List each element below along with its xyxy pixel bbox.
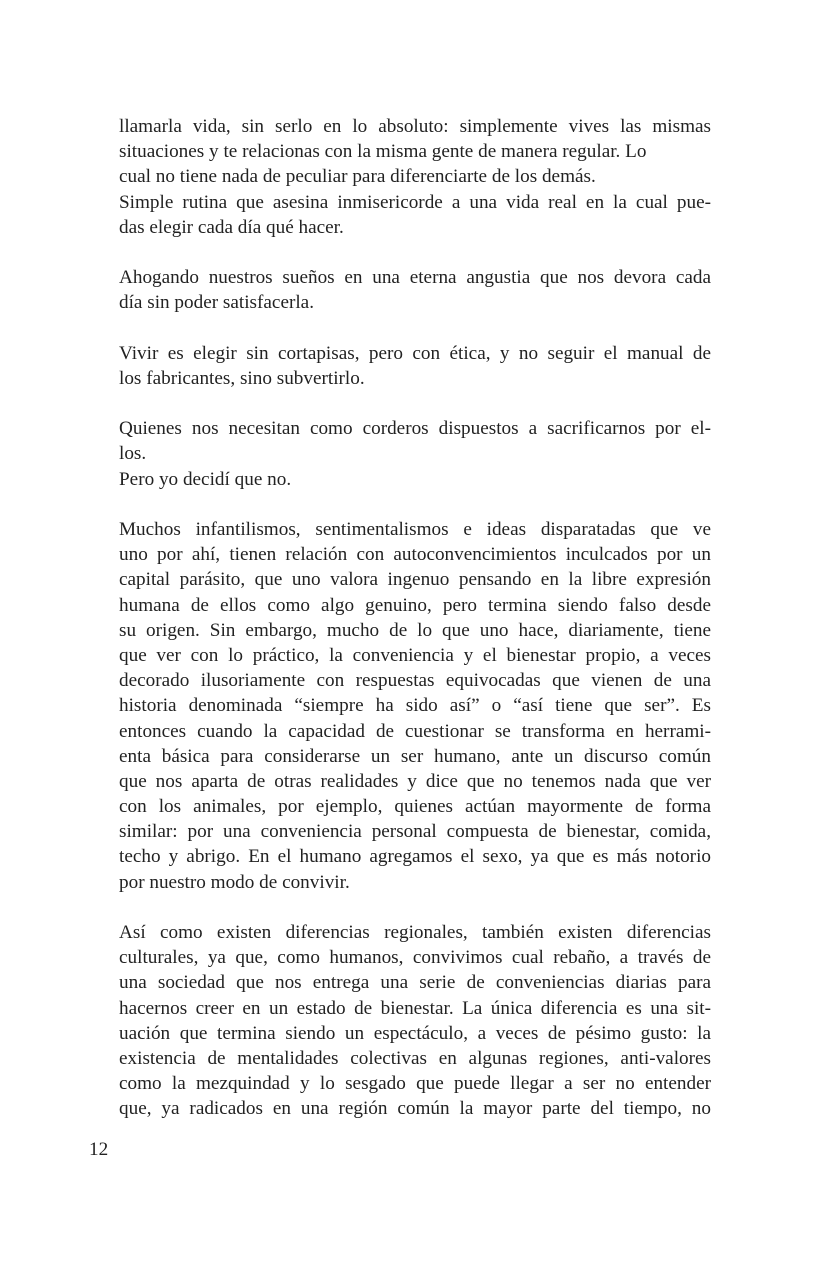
text-line: capital parásito, que uno valora ingenuo pensando en la libre expresión [119, 569, 711, 591]
text-line: similar: por una conveniencia personal compuesta de bienestar, comida, [119, 821, 711, 843]
text-line: día sin poder satisfacerla. [119, 292, 314, 314]
text-line: decorado ilusoriamente con respuestas equivocadas que vienen de una [119, 670, 711, 692]
paragraph [119, 114, 711, 240]
paragraph-spacer [119, 492, 711, 517]
text-line: los fabricantes, sino subvertirlo. [119, 367, 365, 389]
paragraph [119, 517, 711, 895]
text-line: Quienes nos necesitan como corderos dispuestos a sacrificarnos por el- [119, 418, 711, 440]
text-line: llamarla vida, sin serlo en lo absoluto: simplemente vives las mismas [119, 116, 711, 137]
paragraph-spacer [119, 895, 711, 920]
paragraph [119, 341, 711, 391]
text-line: techo y abrigo. En el humano agregamos el sexo, ya que es más notorio [119, 846, 711, 868]
text-line: uno por ahí, tienen relación con autoconvencimientos inculcados por un [119, 544, 711, 566]
paragraph-spacer [119, 316, 711, 341]
text-line: entonces cuando la capacidad de cuestionar se transforma en herrami- [119, 720, 711, 742]
text-line: existencia de mentalidades colectivas en algunas regiones, anti-valores [119, 1047, 711, 1069]
text-line: como la mezquindad y lo sesgado que puede llegar a ser no entender [119, 1073, 711, 1095]
text-line: historia denominada “siempre ha sido así” o “así tiene que ser”. Es [119, 695, 711, 717]
text-line: enta básica para considerarse un ser humano, ante un discurso común [119, 745, 711, 767]
text-line: su origen. Sin embargo, mucho de lo que uno hace, diariamente, tiene [119, 619, 711, 641]
paragraph [119, 416, 711, 492]
text-line: culturales, ya que, como humanos, convivimos cual rebaño, a través de [119, 947, 711, 969]
page-number: 12 [89, 1139, 109, 1160]
body-text [119, 114, 711, 1122]
paragraph-spacer [119, 391, 711, 416]
text-line: los. [119, 443, 147, 465]
text-line: Muchos infantilismos, sentimentalismos e ideas disparatadas que ve [119, 519, 711, 540]
text-line: cual no tiene nada de peculiar para diferenciarte de los demás. [119, 166, 596, 188]
text-line: situaciones y te relacionas con la misma gente de manera regular. Lo [119, 141, 647, 163]
text-line: Ahogando nuestros sueños en una eterna angustia que nos devora cada [119, 267, 711, 289]
text-line: Así como existen diferencias regionales, también existen diferencias [119, 922, 711, 943]
text-line: hacernos creer en un estado de bienestar. La única diferencia es una sit- [119, 997, 711, 1019]
text-line: Simple rutina que asesina inmisericorde a una vida real en la cual pue- [119, 191, 711, 213]
text-line: Pero yo decidí que no. [119, 468, 292, 490]
text-line: que, ya radicados en una región común la mayor parte del tiempo, no [119, 1098, 711, 1120]
paragraph [119, 920, 711, 1122]
text-line: uación que termina siendo un espectáculo, a veces de pésimo gusto: la [119, 1022, 711, 1044]
text-line: Vivir es elegir sin cortapisas, pero con ética, y no seguir el manual de [119, 342, 711, 364]
text-line: una sociedad que nos entrega una serie de conveniencias diarias para [119, 972, 711, 994]
text-line: que nos aparta de otras realidades y dice que no tenemos nada que ver [119, 770, 711, 792]
text-line: humana de ellos como algo genuino, pero termina siendo falso desde [119, 594, 711, 616]
text-line: que ver con lo práctico, la conveniencia y el bienestar propio, a veces [119, 644, 711, 666]
text-line: con los animales, por ejemplo, quienes actúan mayormente de forma [119, 796, 711, 818]
text-line: das elegir cada día qué hacer. [119, 216, 344, 238]
text-line: por nuestro modo de convivir. [119, 871, 350, 893]
paragraph-spacer [119, 240, 711, 265]
paragraph [119, 265, 711, 315]
